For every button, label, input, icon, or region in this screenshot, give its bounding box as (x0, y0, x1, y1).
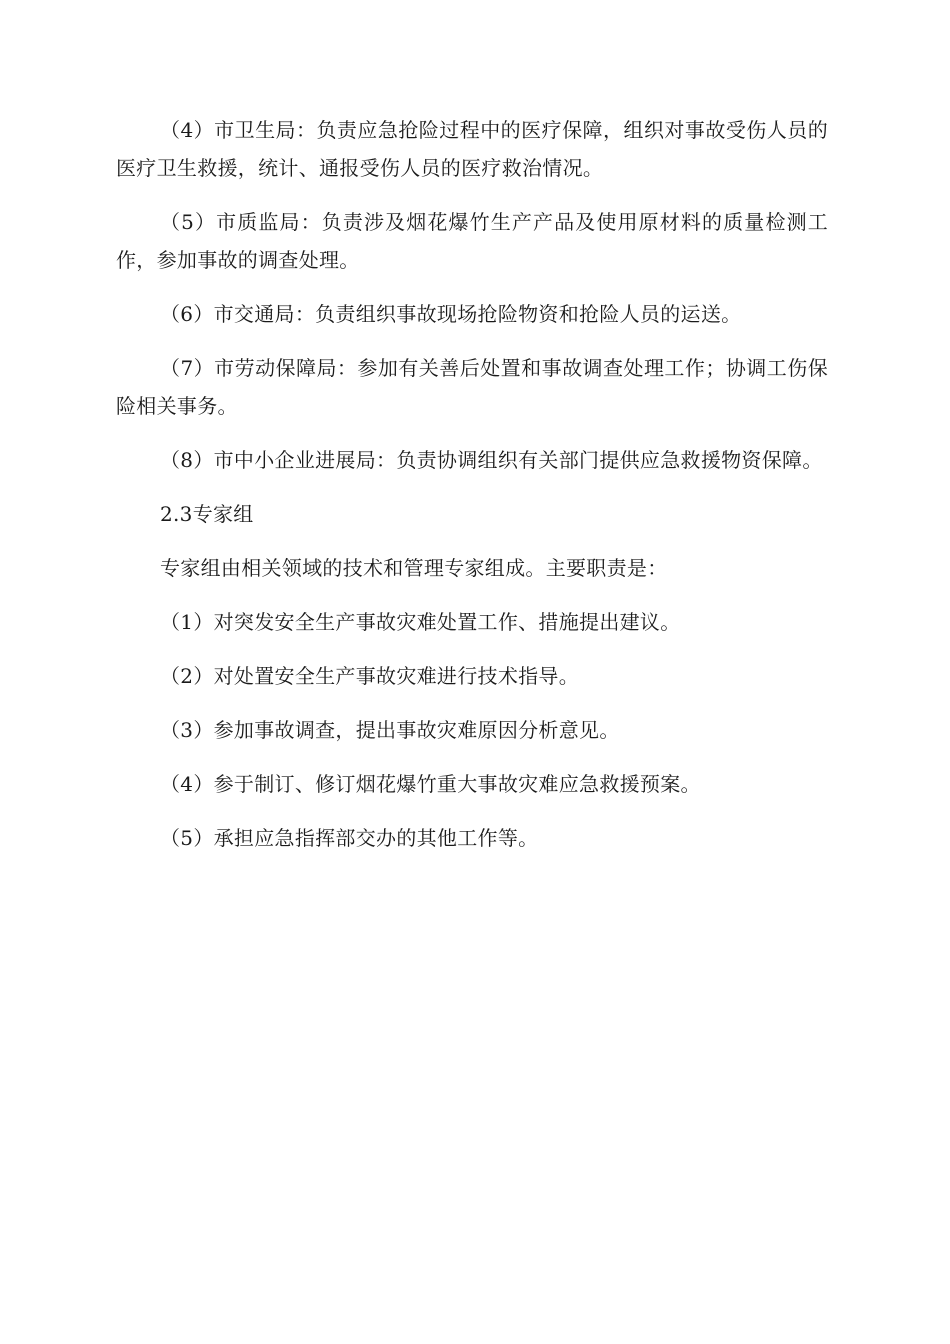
paragraph-quality-bureau: （5）市质监局：负责涉及烟花爆竹生产产品及使用原材料的质量检测工作，参加事故的调查处理。 (116, 210, 828, 272)
list-item-duty-4: （4）参于制订、修订烟花爆竹重大事故灾难应急救援预案。 (160, 772, 701, 796)
section-heading-expert-group: 2.3专家组 (160, 502, 254, 526)
paragraph-health-bureau: （4）市卫生局：负责应急抢险过程中的医疗保障，组织对事故受伤人员的医疗卫生救援，统计、通报受伤人员的医疗救治情况。 (116, 118, 828, 180)
paragraph-transport-bureau: （6）市交通局：负责组织事故现场抢险物资和抢险人员的运送。 (160, 302, 742, 326)
list-item-duty-1: （1）对突发安全生产事故灾难处置工作、措施提出建议。 (160, 610, 681, 634)
list-item-duty-3: （3）参加事故调查，提出事故灾难原因分析意见。 (160, 718, 620, 742)
list-item-duty-2: （2）对处置安全生产事故灾难进行技术指导。 (160, 664, 580, 688)
list-item-duty-5: （5）承担应急指挥部交办的其他工作等。 (160, 826, 539, 850)
paragraph-labor-bureau: （7）市劳动保障局：参加有关善后处置和事故调查处理工作；协调工伤保险相关事务。 (116, 356, 828, 418)
document-body (116, 111, 828, 873)
paragraph-sme-bureau: （8）市中小企业进展局：负责协调组织有关部门提供应急救援物资保障。 (160, 448, 823, 472)
paragraph-expert-group-intro: 专家组由相关领域的技术和管理专家组成。主要职责是： (160, 556, 668, 580)
